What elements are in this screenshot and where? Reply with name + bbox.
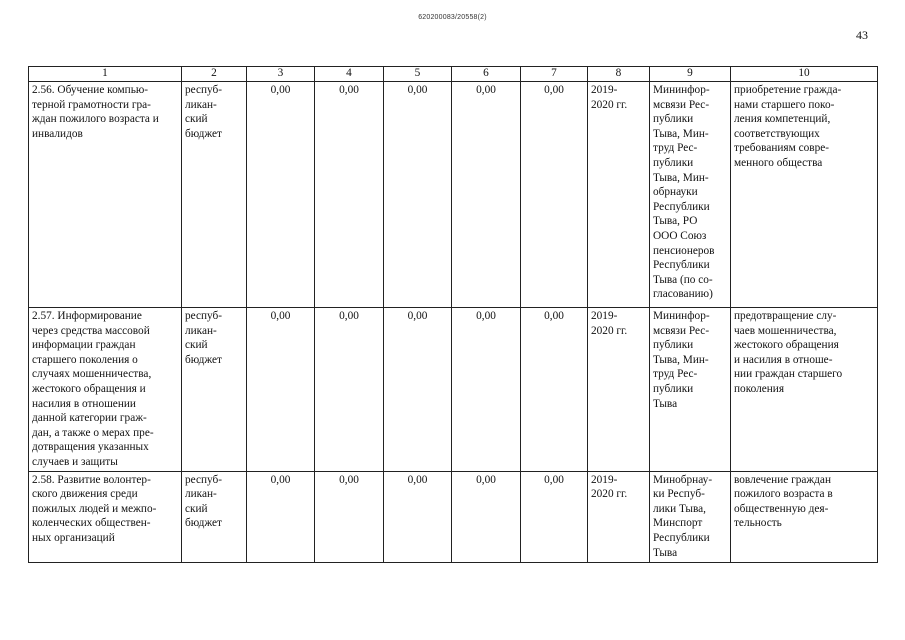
column-header: 10 xyxy=(731,67,878,82)
column-header: 4 xyxy=(315,67,384,82)
column-header: 6 xyxy=(452,67,521,82)
table-row xyxy=(29,308,878,472)
event-cell: 2.56. Обучение компью- терной грамотности гра- ждан пожилого возраста и инвалидов xyxy=(29,82,182,308)
column-header: 7 xyxy=(521,67,588,82)
column-header: 2 xyxy=(182,67,247,82)
funding-source-cell: респуб- ликан- ский бюджет xyxy=(182,471,247,562)
amount-cell: 0,00 xyxy=(247,308,315,472)
event-cell: 2.57. Информирование через средства массовой информации граждан старшего поколения о случаях мошенничества, жестокого обращения и насилия в отношении данной категории граж- дан, а также о мерах пре- дотвращения указанных случаев и защиты xyxy=(29,308,182,472)
document-id: 620200083/20558(2) xyxy=(418,14,487,21)
executors-cell: Минобрнау- ки Респуб- лики Тыва, Минспорт Республики Тыва xyxy=(650,471,731,562)
amount-cell: 0,00 xyxy=(521,82,588,308)
period-cell: 2019- 2020 гг. xyxy=(588,308,650,472)
event-cell: 2.58. Развитие волонтер- ского движения среди пожилых людей и межпо- коленческих обществен- ных организаций xyxy=(29,471,182,562)
amount-cell: 0,00 xyxy=(452,82,521,308)
amount-cell: 0,00 xyxy=(315,82,384,308)
amount-cell: 0,00 xyxy=(521,471,588,562)
amount-cell: 0,00 xyxy=(452,471,521,562)
column-header: 3 xyxy=(247,67,315,82)
amount-cell: 0,00 xyxy=(384,82,452,308)
page-number: 43 xyxy=(856,28,868,42)
amount-cell: 0,00 xyxy=(247,82,315,308)
column-header: 5 xyxy=(384,67,452,82)
period-cell: 2019- 2020 гг. xyxy=(588,471,650,562)
result-cell: вовлечение граждан пожилого возраста в общественную дея- тельность xyxy=(731,471,878,562)
column-header: 1 xyxy=(29,67,182,82)
executors-cell: Мининфор- мсвязи Рес- публики Тыва, Мин- труд Рес- публики Тыва xyxy=(650,308,731,472)
column-header: 9 xyxy=(650,67,731,82)
header-row xyxy=(29,67,878,82)
period-cell: 2019- 2020 гг. xyxy=(588,82,650,308)
amount-cell: 0,00 xyxy=(247,471,315,562)
amount-cell: 0,00 xyxy=(315,471,384,562)
amount-cell: 0,00 xyxy=(452,308,521,472)
table-row xyxy=(29,471,878,562)
executors-cell: Мининфор- мсвязи Рес- публики Тыва, Мин- труд Рес- публики Тыва, Мин- обрнауки Республики Тыва, РО ООО Союз пенсионеров Республики Тыва (по со- гласованию) xyxy=(650,82,731,308)
amount-cell: 0,00 xyxy=(384,471,452,562)
amount-cell: 0,00 xyxy=(315,308,384,472)
result-cell: предотвращение слу- чаев мошенничества, жестокого обращения и насилия в отноше- нии граждан старшего поколения xyxy=(731,308,878,472)
column-header: 8 xyxy=(588,67,650,82)
amount-cell: 0,00 xyxy=(521,308,588,472)
result-cell: приобретение гражда- нами старшего поко- ления компетенций, соответствующих требованиям совре- менного общества xyxy=(731,82,878,308)
program-table xyxy=(28,66,878,563)
table-row xyxy=(29,82,878,308)
funding-source-cell: респуб- ликан- ский бюджет xyxy=(182,82,247,308)
funding-source-cell: респуб- ликан- ский бюджет xyxy=(182,308,247,472)
amount-cell: 0,00 xyxy=(384,308,452,472)
